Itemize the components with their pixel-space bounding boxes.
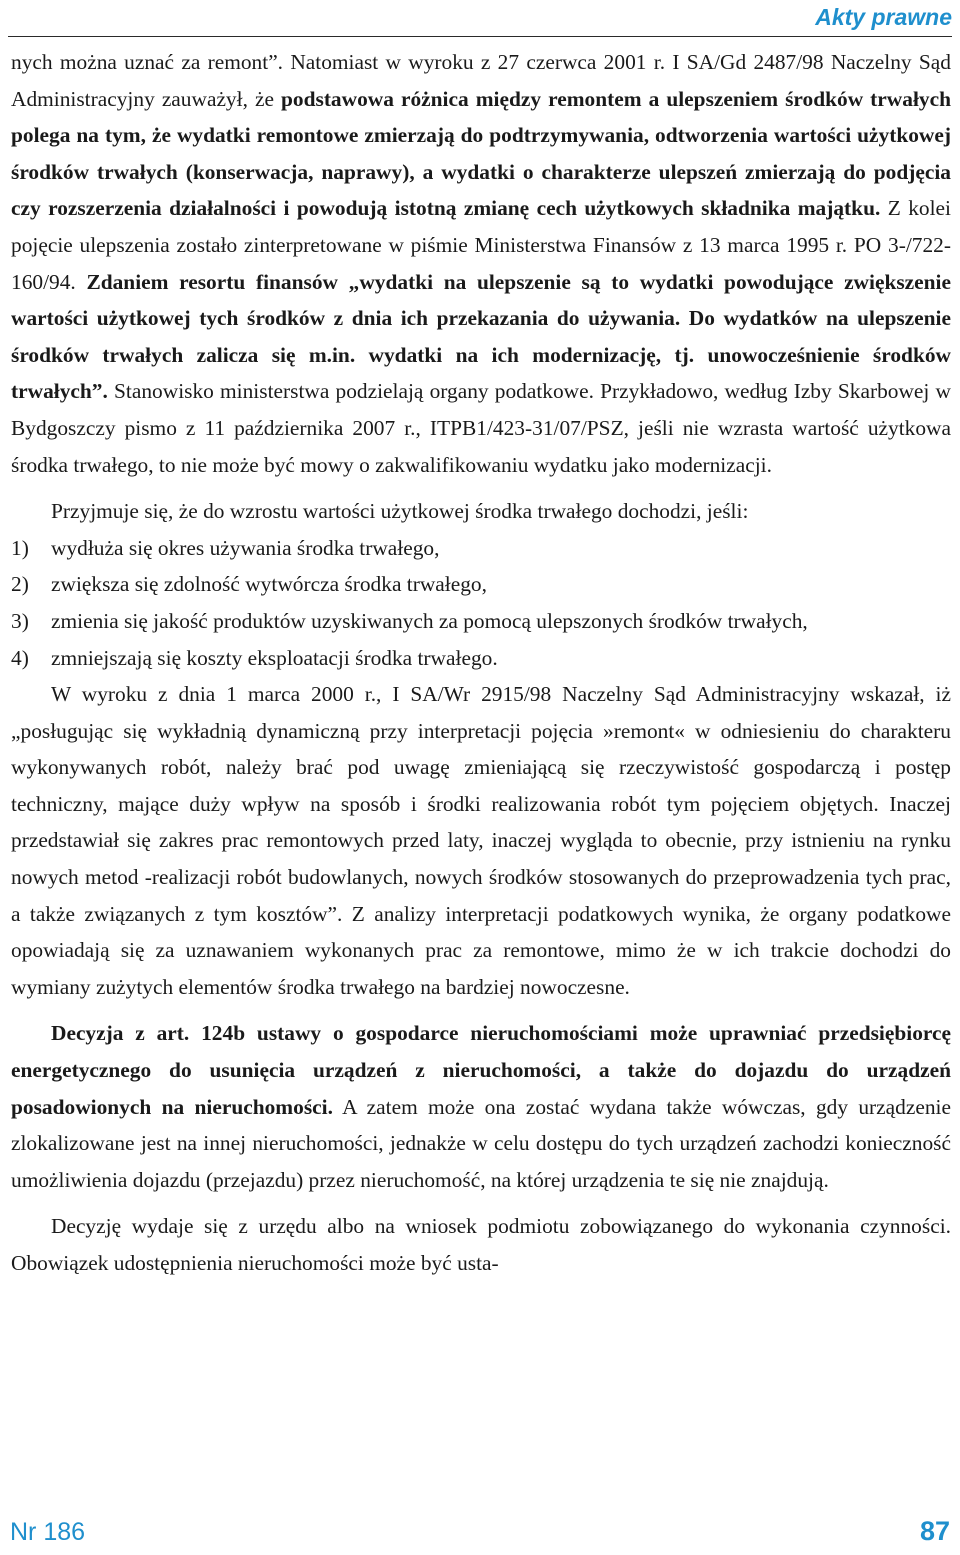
section-label: Akty prawne bbox=[815, 4, 952, 30]
list-text: zwiększa się zdolność wytwórcza środka trwałego, bbox=[51, 572, 487, 597]
list-item bbox=[11, 603, 951, 640]
article-body bbox=[11, 44, 951, 1282]
paragraph-3: W wyroku z dnia 1 marca 2000 r., I SA/Wr 2915/98 Naczelny Sąd Administracyjny wskazał, iż „posługując się wykładnią dynamiczną przy interpretacji pojęcia »remont« w odniesieniu do charakteru wykonywanych robót, należy brać pod uwagę zmieniającą się rzeczywistość gospodarczą i postęp techniczny, mające duży wpływ na sposób i środki realizowania robót tym pojęciem objętych. Inaczej przedstawiał się zakres prac remontowych przed laty, inaczej wygląda to obecnie, przy istnieniu na rynku nowych metod -realizacji robót budowlanych, nowych środków stosowanych do przeprowadzenia tych prac, a także związanych z tym kosztów”. Z analizy interpretacji podatkowych wynika, że organy podatkowe opowiadają się za uznawaniem wykonanych prac za remontowe, mimo że w ich trakcie dochodzi do wymiany zużytych elementów środka trwałego na bardziej nowoczesne. bbox=[11, 682, 951, 999]
list-number: 2) bbox=[11, 572, 29, 597]
list-text: wydłuża się okres używania środka trwałego, bbox=[51, 535, 440, 560]
list-item bbox=[11, 640, 951, 677]
paragraph-1 bbox=[11, 44, 951, 483]
paragraph-4 bbox=[11, 1015, 951, 1198]
p1-bold-b: podstawowa różnica między remontem a ulepszeniem środków trwałych polega na tym, że wydatki remontowe zmierzają do podtrzymywania, odtworzenia wartości użytkowej środków trwałych (konserwacja, naprawy), a wydatki o charakterze ulepszeń zmierzają do podjęcia czy rozszerzenia działalności i powodują istotną zmianę cech użytkowych składnika majątku. bbox=[11, 86, 951, 221]
list-number: 4) bbox=[11, 645, 29, 670]
p1-text-c: Z kolei pojęcie ulepszenia zostało zinterpretowane w piśmie Ministerstwa Finansów z 13 marca 1995 r. PO 3-/722-160/94. bbox=[11, 196, 951, 294]
p1-bold-d: Zdaniem resortu finansów „wydatki na ulepszenie są to wydatki powodujące zwiększenie wartości użytkowej tych środków z dnia ich przekazania do używania. Do wydatków na ulepszenie środków trwałych zalicza się m.in. wydatki na ich modernizację, tj. unowocześnienie środków trwałych”. bbox=[11, 269, 951, 404]
criteria-list bbox=[11, 530, 951, 676]
p4-text: A zatem może ona zostać wydana także wówczas, gdy urządzenie zlokalizowane jest na innej nieruchomości, jednakże w celu dostępu do tych urządzeń zachodzi konieczność umożliwienia dojazdu (przejazdu) przez nieruchomość, na której urządzenia te się nie znajdują. bbox=[11, 1094, 951, 1192]
paragraph-2: Przyjmuje się, że do wzrostu wartości użytkowej środka trwałego dochodzi, jeśli: bbox=[51, 499, 749, 524]
page-number: 87 bbox=[919, 1516, 950, 1546]
list-item bbox=[11, 530, 951, 567]
paragraph-5: Decyzję wydaje się z urzędu albo na wniosek podmiotu zobowiązanego do wykonania czynności. Obowiązek udostępnienia nieruchomości może być usta- bbox=[11, 1214, 951, 1275]
list-number: 1) bbox=[11, 535, 29, 560]
header-divider bbox=[8, 36, 952, 37]
list-text: zmienia się jakość produktów uzyskiwanych za pomocą ulepszonych środków trwałych, bbox=[51, 608, 808, 633]
list-text: zmniejszają się koszty eksploatacji środka trwałego. bbox=[51, 645, 498, 670]
p1-text-e: Stanowisko ministerstwa podzielają organy podatkowe. Przykładowo, według Izby Skarbowej w Bydgoszczy pismo z 11 października 2007 r., ITPB1/423-31/07/PSZ, jeśli nie wzrasta wartość użytkowa środka trwałego, to nie może być mowy o zakwalifikowaniu wydatku jako modernizacji. bbox=[11, 379, 951, 477]
list-item bbox=[11, 566, 951, 603]
p1-text-a: nych można uznać za remont”. Natomiast w wyroku z 27 czerwca 2001 r. I SA/Gd 2487/98 Naczelny Sąd Administracyjny zauważył, że bbox=[11, 50, 951, 111]
issue-number: Nr 186 bbox=[10, 1518, 86, 1546]
p4-bold: Decyzja z art. 124b ustawy o gospodarce nieruchomościami może uprawniać przedsiębiorcę energetycznego do usunięcia urządzeń z nieruchomości, a także do dojazdu do urządzeń posadowionych na nieruchomości. bbox=[11, 1021, 951, 1119]
list-number: 3) bbox=[11, 608, 29, 633]
